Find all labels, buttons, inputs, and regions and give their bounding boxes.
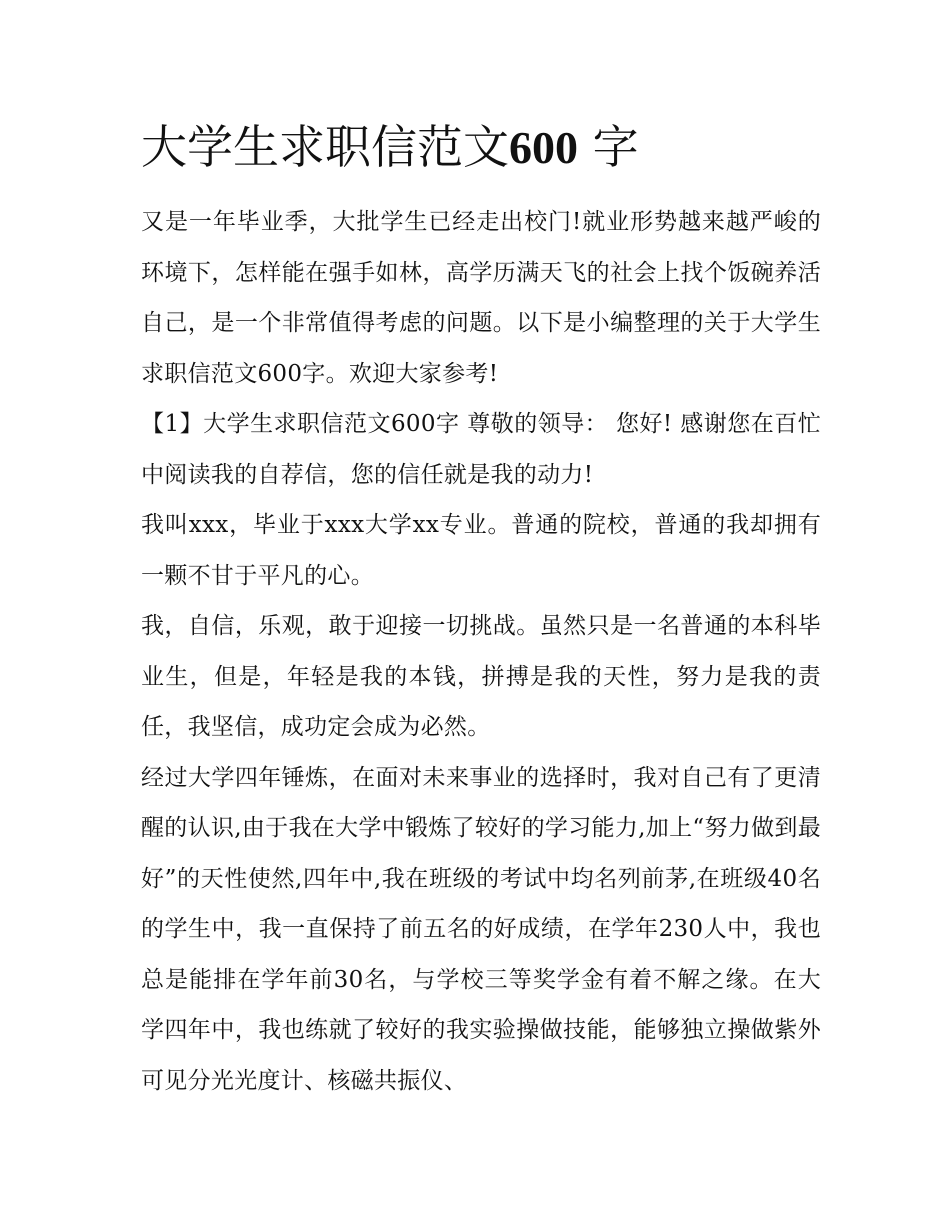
paragraph-personality: 我，自信，乐观，敢于迎接一切挑战。虽然只是一名普通的本科毕业生，但是，年轻是我的本钱，拼搏是我的天性，努力是我的责任，我坚信，成功定会成为必然。 bbox=[141, 613, 821, 740]
paragraph-intro: 又是一年毕业季，大批学生已经走出校门!就业形势越来越严峻的环境下，怎样能在强手如林，高学历满天飞的社会上找个饭碗养活自己，是一个非常值得考虑的问题。以下是小编整理的关于大学生求职信范文600字。欢迎大家参考! bbox=[141, 209, 821, 387]
title-prefix: 大学生求职信范文 bbox=[141, 120, 509, 174]
paragraph-self-intro: 我叫xxx，毕业于xxx大学xx专业。普通的院校，普通的我却拥有一颗不甘于平凡的心。 bbox=[141, 512, 821, 589]
title-suffix: 字 bbox=[592, 120, 639, 174]
paragraph-salutation: 【1】大学生求职信范文600字 尊敬的领导： 您好! 感谢您在百忙中阅读我的自荐信，您的信任就是我的动力! bbox=[141, 411, 821, 488]
document-title bbox=[141, 112, 821, 183]
paragraph-experience: 经过大学四年锤炼，在面对未来事业的选择时，我对自己有了更清醒的认识,由于我在大学中锻炼了较好的学习能力,加上“努力做到最好”的天性使然,四年中,我在班级的考试中均名列前茅,在班级40名的学生中，我一直保持了前五名的好成绩，在学年230人中，我也总是能排在学年前30名，与学校三等奖学金有着不解之缘。在大学四年中，我也练就了较好的我实验操做技能，能够独立操做紫外可见分光光度计、核磁共振仪、 bbox=[141, 764, 821, 1094]
document-body bbox=[141, 112, 821, 1106]
title-number: 600 bbox=[509, 122, 578, 173]
